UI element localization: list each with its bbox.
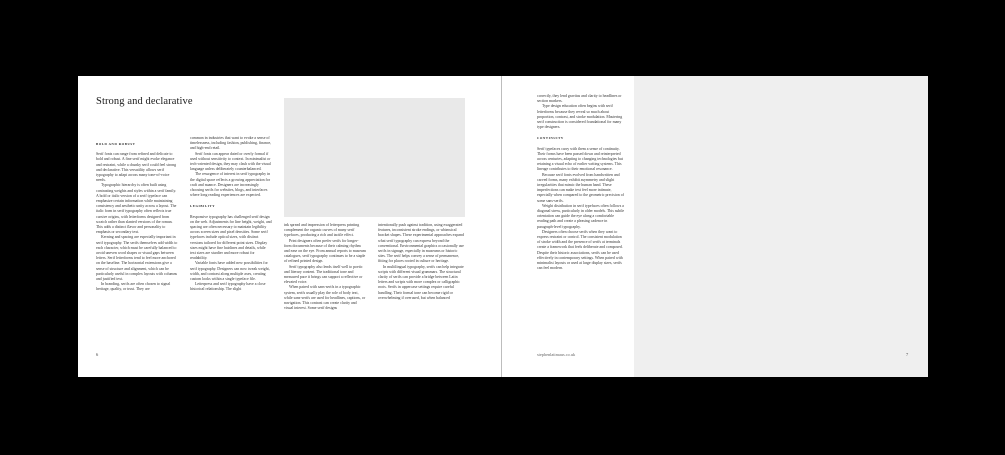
paragraph: Type design education often begins with serif letterforms because they reveal so much about proportion, contrast, and stroke modulation. Mastering serif construction is considered foundational for many type designers. <box>537 104 623 130</box>
paragraph: Serif fonts can range from refined and delicate to bold and robust. A fine serif might evoke elegance and restraint, while a chunky serif could feel strong and declarative. This versatility allows serif typography to adapt across many tone-of-voice needs. <box>96 152 177 183</box>
paragraph: Because serif fonts evolved from handwritten and carved forms, many exhibit asymmetry and slight irregularities that mimic the human hand. These imperfections can make text feel more intimate, especially when compared to the geometric precision of some sans-serifs. <box>537 172 624 203</box>
paragraph: ink spread and impression of letterpress printing complement the organic curves of many serif typefaces, producing a rich and tactile effect. <box>284 223 360 238</box>
page-title: Strong and declarative <box>96 96 193 107</box>
paragraph: intentionally push against tradition, using exaggerated features, inconsistent stroke endings, or whimsical bracket shapes. These experimental approaches expand what serif typography can express beyond the conventional. Environmental graphics occasionally use serifs in signage, especially in museums or historic sites. The serif helps convey a sense of permanence, fitting for places rooted in culture or heritage. <box>378 223 464 264</box>
paragraph: Serif fonts can appear dated or overly formal if used without sensitivity to context. In minimalist or tech-oriented design, they may clash with the visual language unless deliberately counterbalanced. <box>190 151 271 172</box>
paragraph: Kerning and spacing are especially important in serif typography. The serifs themselves add width to each character, which must be carefully balanced to avoid uneven word shapes or visual gaps between letters. Serif letterforms tend to feel more anchored on the baseline. The horizontal extensions give a sense of structure and alignment, which can be particularly useful in complex layouts with columns and justified text. <box>96 235 178 282</box>
page-number: 6 <box>96 352 99 357</box>
paragraph: Responsive typography has challenged serif design on the web. Adjustments for line height, weight, and spacing are often necessary to maintain legibility across screen sizes and pixel densities. Some serif typefaces include optical sizes, with distinct versions tailored for different point sizes. Display sizes might have fine hairlines and details, while text sizes are sturdier and more robust for readability. <box>190 214 272 261</box>
section-heading: CONTINUITY <box>537 136 564 141</box>
book-spread <box>78 76 928 377</box>
paragraph: Serif typography also lends itself well to poetic and literary content. The traditional tone and measured pace it brings can support a reflective or elevated voice. <box>284 264 363 285</box>
paragraph: correctly, they lend gravitas and clarity to headlines or section markers. <box>537 94 622 104</box>
paragraph: Designers often choose serifs when they want to express restraint or control. The consistent modulation of stroke width and the presence of serifs at terminals create a framework that feels deliberate and composed. Despite their historic associations, serifs can be used effectively in contemporary settings. When paired with minimalist layouts or used at large display sizes, serifs can feel modern. <box>537 229 623 271</box>
image-placeholder <box>284 98 465 217</box>
left-page <box>78 76 501 377</box>
section-heading: BOLD AND ROBUST <box>96 142 136 146</box>
text-column-2 <box>190 136 272 293</box>
right-page <box>502 76 928 377</box>
paragraph: The resurgence of interest in serif typography in the digital space reflects a growing appreciation for craft and nuance. Designers are increasingly choosing serifs for websites, blogs, and interfaces where long reading experiences are expected. <box>190 172 271 198</box>
paragraph: Typographic hierarchy is often built using contrasting weights and styles within a serif family. A bold or italic version of a serif typeface can emphasize certain information while maintaining consistency and aesthetic unity across a layout. The italic form in serif typography often reflects true cursive origins, with letterforms designed from scratch rather than slanted versions of the roman. This adds a distinct flavor and personality to emphasis or secondary text. <box>96 183 177 235</box>
paragraph: Letterpress and serif typography have a close historical relationship. The slight <box>190 282 266 292</box>
paragraph: Print designers often prefer serifs for longer-form documents because of their calming rhythm and ease on the eye. From annual reports to museum catalogues, serif typography continues to be a staple of refined printed design. <box>284 238 366 264</box>
section-heading: LEGIBILITY <box>190 204 216 209</box>
text-column-1 <box>96 142 178 293</box>
gray-panel <box>634 76 928 377</box>
footer-url: stephenlatimaus.co.uk <box>537 352 576 357</box>
paragraph: Weight distribution in serif typefaces often follows a diagonal stress, particularly in older models. This subtle orientation can guide the eye along a comfortable reading path and create a pleasing cadence in paragraph-level typography. <box>537 203 625 229</box>
paragraph: Serif typefaces carry with them a sense of continuity. Their forms have been passed down and reinterpreted across centuries, adapting to changing technologies but retaining a visual echo of earlier writing systems. This lineage contributes to their emotional resonance. <box>537 146 623 172</box>
paragraph: common in industries that want to evoke a sense of timelessness, including fashion, publishing, finance, and high-end retail. <box>190 136 272 151</box>
text-column-4 <box>378 223 465 301</box>
text-column-5 <box>537 94 625 272</box>
page-number: 7 <box>906 352 909 357</box>
paragraph: When paired with sans-serifs in a typographic system, serifs usually play the role of body text, while sans-serifs are used for headlines, captions, or navigation. This contrast can create clarity and visual interest. Some serif designs <box>284 285 366 311</box>
paragraph: In multilingual typography, serifs can help integrate scripts with different visual grammars. The structural clarity of serifs can provide a bridge between Latin letters and scripts with more complex or calligraphic roots. Serifs in uppercase settings require careful handling. Their formal tone can become rigid or overwhelming if overused, but when balanced <box>378 264 464 300</box>
text-column-3 <box>284 223 366 311</box>
paragraph: Variable fonts have added new possibilities for serif typography. Designers can now tweak weight, width, and contrast along multiple axes, creating custom looks within a single typeface file. <box>190 261 270 282</box>
paragraph: In branding, serifs are often chosen to signal heritage, quality, or trust. They are <box>96 282 171 292</box>
